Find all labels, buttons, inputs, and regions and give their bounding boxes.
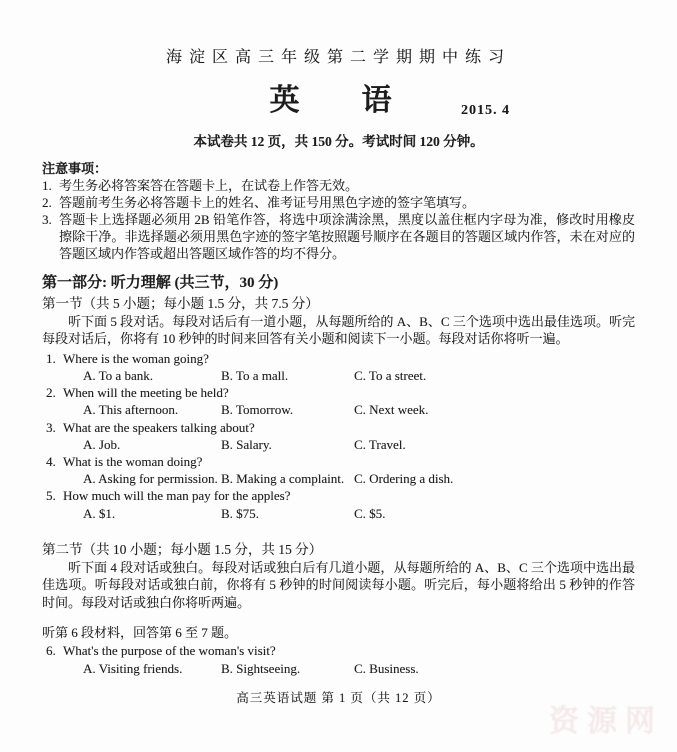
note-text: 答题前考生务必将答题卡上的姓名、准考证号用黑色字迹的签字笔填写。 xyxy=(59,195,476,210)
section2-heading: 第二节（共 10 小题；每小题 1.5 分，共 15 分） xyxy=(42,541,323,557)
option-c: C. Ordering a dish. xyxy=(354,471,454,487)
option-b: B. To a mall. xyxy=(221,368,289,384)
note-text: 考生务必将答案答在答题卡上，在试卷上作答无效。 xyxy=(59,178,359,193)
options-row xyxy=(42,367,635,384)
question-line xyxy=(42,487,635,504)
question-line xyxy=(42,453,635,470)
question-number: 1. xyxy=(46,350,56,366)
question-6 xyxy=(42,642,635,676)
question-text: What is the woman doing? xyxy=(63,454,203,470)
subject-title: 英 语 xyxy=(269,84,408,117)
option-b: B. Making a complaint. xyxy=(221,471,345,487)
question-number: 4. xyxy=(46,454,56,470)
section2-instructions: 听下面 4 段对话或独白。每段对话或独白后有几道小题，从每题所给的 A、B、C 三个选项中选出最佳选项。听每段对话或独白前，你将有 5 秒钟的时间阅读每小题。听完后，每小题将给出 5 秒钟的作答时间。每段对话或独白你将听两遍。 xyxy=(42,559,635,610)
option-c: C. $5. xyxy=(354,505,386,521)
section1-instructions: 听下面 5 段对话。每段对话后有一道小题，从每题所给的 A、B、C 三个选项中选出最佳选项。听完每段对话后，你将有 10 秒钟的时间来回答有关小题和阅读下一小题。每段对话你将听一遍。 xyxy=(42,314,635,347)
question-number: 6. xyxy=(46,643,56,659)
options-row xyxy=(42,436,635,453)
watermark: 资源网 xyxy=(549,705,663,738)
note-number: 1. xyxy=(42,178,52,193)
options-row xyxy=(42,505,635,522)
page-footer: 高三英语试题 第 1 页（共 12 页） xyxy=(236,691,441,705)
option-b: B. $75. xyxy=(221,505,259,521)
options-row xyxy=(42,470,635,487)
exam-header-title: 海淀区高三年级第二学期期中练习 xyxy=(165,49,511,66)
option-c: C. Next week. xyxy=(354,402,429,418)
options-row xyxy=(42,660,635,677)
option-b: B. Sightseeing. xyxy=(221,660,301,676)
option-a: A. Job. xyxy=(83,436,121,452)
title-row xyxy=(42,82,635,120)
option-b: B. Salary. xyxy=(221,436,272,452)
option-c: C. Business. xyxy=(354,660,419,676)
question-text: What's the purpose of the woman's visit? xyxy=(63,643,276,659)
question-line xyxy=(42,419,635,436)
exam-date: 2015. 4 xyxy=(461,103,510,118)
option-a: A. Visiting friends. xyxy=(83,660,183,676)
question-text: What are the speakers talking about? xyxy=(63,419,255,435)
notes-section xyxy=(42,160,635,262)
question-1 xyxy=(42,350,635,384)
notes-title: 注意事项： xyxy=(42,161,108,176)
question-line xyxy=(42,642,635,659)
paper-info: 本试卷共 12 页，共 150 分。考试时间 120 分钟。 xyxy=(193,134,484,149)
question-number: 3. xyxy=(46,419,56,435)
question-text: Where is the woman going? xyxy=(63,350,209,366)
note-number: 3. xyxy=(42,212,52,227)
question-3 xyxy=(42,419,635,453)
option-c: C. To a street. xyxy=(354,368,427,384)
option-a: A. This afternoon. xyxy=(83,402,179,418)
note-item xyxy=(42,211,635,262)
question-number: 5. xyxy=(46,488,56,504)
option-a: A. To a bank. xyxy=(83,368,153,384)
question-5 xyxy=(42,487,635,521)
material-note: 听第 6 段材料，回答第 6 至 7 题。 xyxy=(42,625,238,641)
question-text: How much will the man pay for the apples? xyxy=(63,488,291,504)
question-4 xyxy=(42,453,635,487)
question-2 xyxy=(42,384,635,418)
question-line xyxy=(42,350,635,367)
question-text: When will the meeting be held? xyxy=(63,385,229,401)
question-line xyxy=(42,384,635,401)
section1-heading: 第一节（共 5 小题；每小题 1.5 分，共 7.5 分） xyxy=(42,296,319,311)
section1-questions xyxy=(42,350,635,522)
note-item xyxy=(42,194,635,211)
part1-heading: 第一部分: 听力理解 (共三节，30 分) xyxy=(42,275,279,291)
note-item xyxy=(42,177,635,194)
option-a: A. Asking for permission. xyxy=(83,471,218,487)
option-a: A. $1. xyxy=(83,505,116,521)
options-row xyxy=(42,401,635,418)
option-b: B. Tomorrow. xyxy=(221,402,294,418)
note-text: 答题卡上选择题必须用 2B 铅笔作答，将选中项涂满涂黑，黑度以盖住框内字母为准，修改时用橡皮擦除干净。非选择题必须用黑色字迹的签字笔按照题号顺序在各题目的答题区域内作答，未在对应的答题区域内作答或超出答题区域作答的均不得分。 xyxy=(59,212,635,261)
question-number: 2. xyxy=(46,385,56,401)
option-c: C. Travel. xyxy=(354,436,406,452)
note-number: 2. xyxy=(42,195,52,210)
